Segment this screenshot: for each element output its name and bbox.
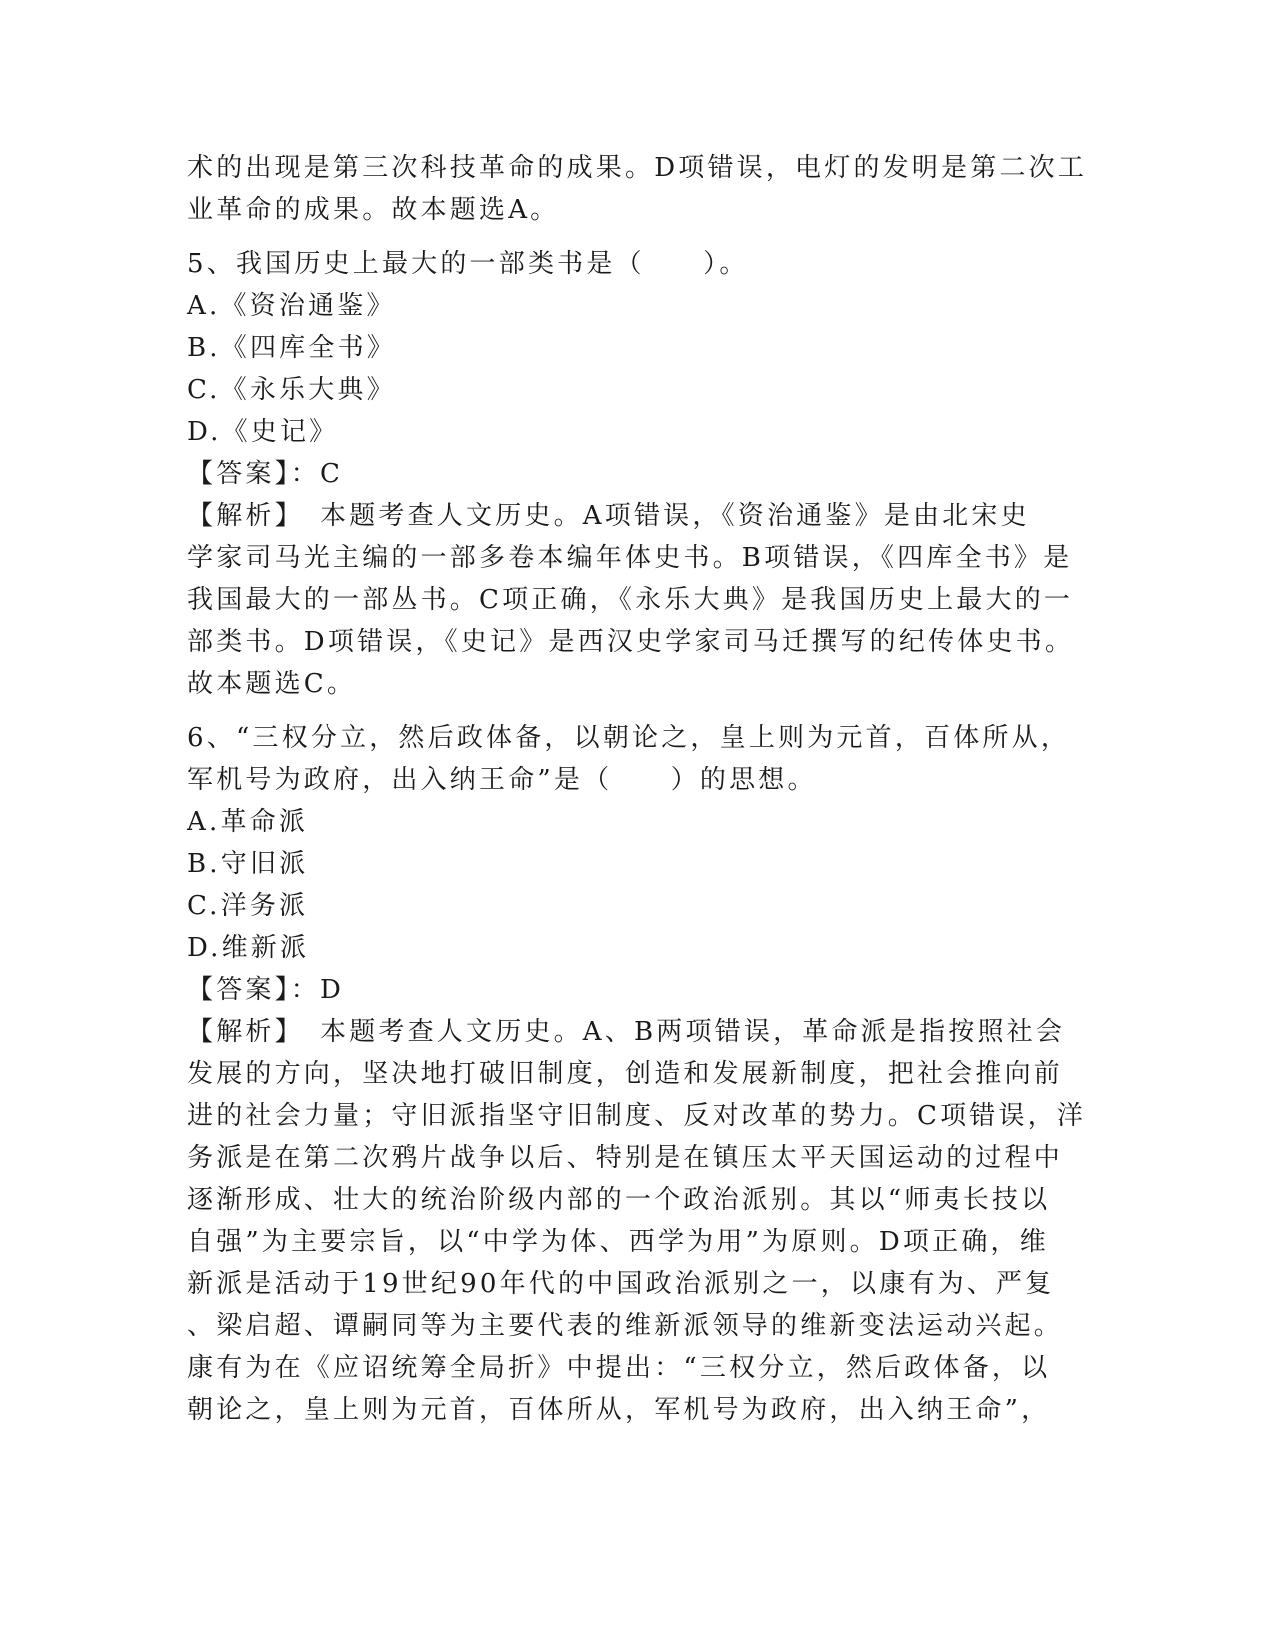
- analysis-line: 朝论之，皇上则为元首，百体所从，军机号为政府，出入纳王命”，: [187, 1395, 1051, 1425]
- text-line: 术的出现是第三次科技革命的成果。D项错误，电灯的发明是第二次工: [187, 153, 1088, 183]
- option-b: B.守旧派: [187, 849, 309, 879]
- option-d: D.维新派: [187, 933, 310, 963]
- question-5: [187, 243, 1087, 705]
- question-6: [187, 717, 1087, 1431]
- option-c: C.《永乐大典》: [187, 375, 396, 405]
- answer-line: 【答案】：D: [187, 975, 345, 1005]
- question-stem: 5、我国历史上最大的一部类书是（ ）。: [187, 249, 749, 279]
- analysis-line: 我国最大的一部丛书。C项正确，《永乐大典》是我国历史上最大的一: [187, 585, 1074, 615]
- analysis-line: 逐渐形成、壮大的统治阶级内部的一个政治派别。其以“师夷长技以: [187, 1185, 1051, 1215]
- analysis-line: 、梁启超、谭嗣同等为主要代表的维新派领导的维新变法运动兴起。: [187, 1311, 1064, 1341]
- analysis-line: 故本题选C。: [187, 669, 357, 699]
- text-line: 业革命的成果。故本题选A。: [187, 195, 560, 225]
- analysis-line: 【解析】 本题考查人文历史。A、B两项错误，革命派是指按照社会: [187, 1017, 1066, 1047]
- analysis-line: 发展的方向，坚决地打破旧制度，创造和发展新制度，把社会推向前: [187, 1059, 1064, 1089]
- analysis-line: 学家司马光主编的一部多卷本编年体史书。B项错误，《四库全书》是: [187, 543, 1073, 573]
- answer-line: 【答案】：C: [187, 459, 344, 489]
- option-d: D.《史记》: [187, 417, 339, 447]
- option-a: A.《资治通鉴》: [187, 291, 396, 321]
- question-stem: 军机号为政府，出入纳王命”是（ ）的思想。: [187, 765, 817, 795]
- analysis-line: 部类书。D项错误，《史记》是西汉史学家司马迁撰写的纪传体史书。: [187, 627, 1075, 657]
- analysis-line: 务派是在第二次鸦片战争以后、特别是在镇压太平天国运动的过程中: [187, 1143, 1064, 1173]
- document-page: [187, 147, 1087, 1431]
- option-b: B.《四库全书》: [187, 333, 396, 363]
- question-stem: 6、“三权分立，然后政体备，以朝论之，皇上则为元首，百体所从，: [187, 723, 1071, 753]
- analysis-line: 新派是活动于19世纪90年代的中国政治派别之一，以康有为、严复: [187, 1269, 1055, 1299]
- analysis-line: 进的社会力量；守旧派指坚守旧制度、反对改革的势力。C项错误，洋: [187, 1101, 1087, 1131]
- option-c: C.洋务派: [187, 891, 309, 921]
- previous-explanation: [187, 147, 1087, 231]
- analysis-line: 康有为在《应诏统筹全局折》中提出：“三权分立，然后政体备，以: [187, 1353, 1051, 1383]
- option-a: A.革命派: [187, 807, 309, 837]
- analysis-line: 自强”为主要宗旨，以“中学为体、西学为用”为原则。D项正确，维: [187, 1227, 1049, 1257]
- analysis-line: 【解析】 本题考查人文历史。A项错误，《资治通鉴》是由北宋史: [187, 501, 1030, 531]
